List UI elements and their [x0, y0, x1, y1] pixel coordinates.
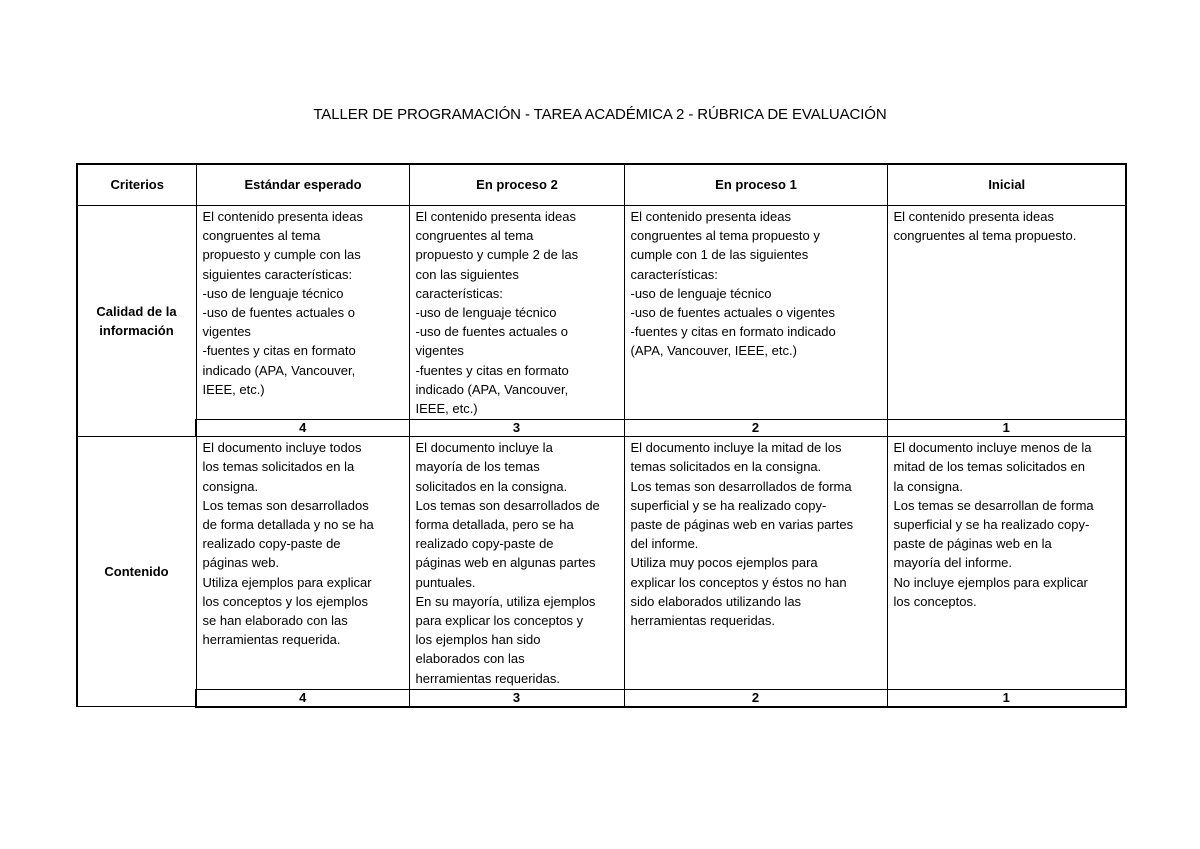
description-cell: El contenido presenta ideas congruentes al tema propuesto y cumple con 1 de las siguientes características: -uso de lenguaje técnico -uso de fuentes actuales o vigentes -fuentes y citas en formato indicado (APA, Vancouver, IEEE, etc.): [630, 209, 836, 359]
score-cell: 4: [196, 689, 409, 707]
header-criterios: Criterios: [77, 164, 196, 206]
criterion-calidad: Calidad de la información: [77, 206, 196, 437]
score-row: [77, 420, 1126, 437]
description-cell: El contenido presenta ideas congruentes al tema propuesto.: [893, 209, 1077, 244]
score-cell: 1: [887, 420, 1126, 437]
score-cell: 1: [887, 689, 1126, 707]
header-en-proceso-2: En proceso 2: [409, 164, 624, 206]
description-cell: El documento incluye menos de la mitad de los temas solicitados en la consigna. Los temas se desarrollan de forma superficial y se ha realizado copy- paste de páginas web en la mayoría del informe. No incluye ejemplos para explicar los conceptos.: [893, 440, 1094, 609]
score-cell: 4: [196, 420, 409, 437]
header-inicial: Inicial: [887, 164, 1126, 206]
table-row: [77, 437, 1126, 690]
score-row: [77, 689, 1126, 707]
rubric-table: [76, 163, 1127, 708]
page-title: TALLER DE PROGRAMACIÓN - TAREA ACADÉMICA 2 - RÚBRICA DE EVALUACIÓN: [313, 106, 887, 123]
score-cell: 2: [624, 420, 887, 437]
header-en-proceso-1: En proceso 1: [624, 164, 887, 206]
criterion-contenido: Contenido: [77, 437, 196, 707]
description-cell: El contenido presenta ideas congruentes al tema propuesto y cumple con las siguientes características: -uso de lenguaje técnico -uso de fuentes actuales o vigentes -fuentes y citas en formato indicado (APA, Vancouver, IEEE, etc.): [202, 209, 363, 397]
description-cell: El contenido presenta ideas congruentes al tema propuesto y cumple 2 de las con las siguientes características: -uso de lenguaje técnico -uso de fuentes actuales o vigentes -fuentes y citas en formato indicado (APA, Vancouver, IEEE, etc.): [415, 209, 579, 417]
description-cell: El documento incluye todos los temas solicitados en la consigna. Los temas son desarrollados de forma detallada y no se ha realizado copy-paste de páginas web. Utiliza ejemplos para explicar los conceptos y los ejemplos se han elaborado con las herramientas requerida.: [202, 440, 374, 648]
score-cell: 3: [409, 420, 624, 437]
table-header-row: [77, 164, 1126, 206]
score-cell: 3: [409, 689, 624, 707]
header-estandar-esperado: Estándar esperado: [196, 164, 409, 206]
description-cell: El documento incluye la mitad de los temas solicitados en la consigna. Los temas son desarrollados de forma superficial y se ha realizado copy- paste de páginas web en varias partes del informe. Utiliza muy pocos ejemplos para explicar los conceptos y éstos no han sido elaborados utilizando las herramientas requeridas.: [630, 440, 854, 629]
score-cell: 2: [624, 689, 887, 707]
description-cell: El documento incluye la mayoría de los temas solicitados en la consigna. Los temas son desarrollados de forma detallada, pero se ha realizado copy-paste de páginas web en algunas partes puntuales. En su mayoría, utiliza ejemplos para explicar los conceptos y los ejemplos han sido elaborados con las herramientas requeridas.: [415, 440, 600, 686]
table-row: [77, 206, 1126, 420]
